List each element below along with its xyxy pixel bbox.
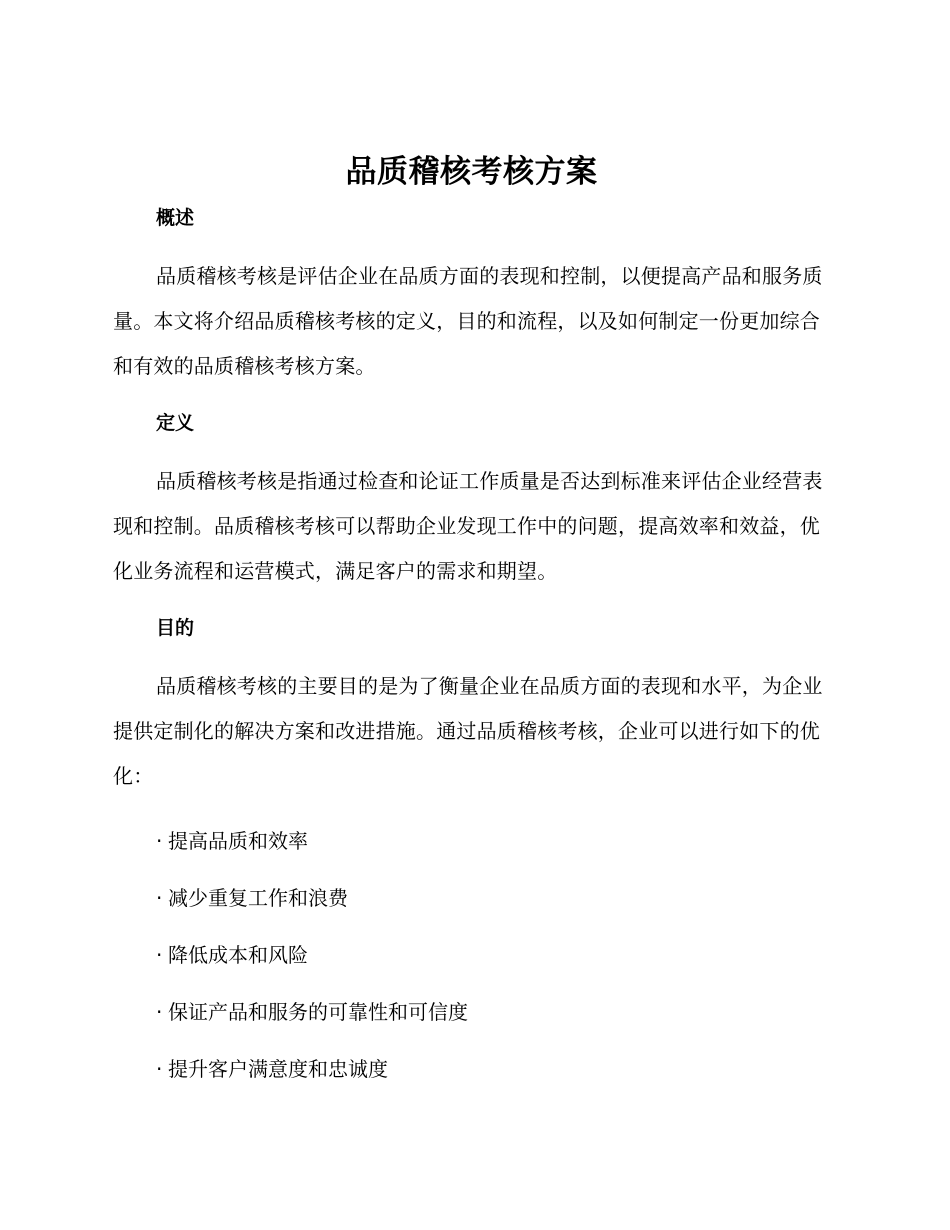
section-definition [113, 409, 830, 594]
list-item [113, 998, 830, 1026]
bullet-icon: · [156, 1000, 163, 1024]
section-purpose [113, 614, 830, 799]
section-overview [113, 204, 830, 389]
bullet-icon: · [156, 1057, 163, 1081]
list-item [113, 884, 830, 912]
list-item-text: 提高品质和效率 [168, 829, 308, 853]
section-heading-purpose: 目的 [156, 617, 195, 639]
section-paragraph-overview: 品质稽核考核是评估企业在品质方面的表现和控制，以便提高产品和服务质量。本文将介绍品质稽核考核的定义，目的和流程，以及如何制定一份更加综合和有效的品质稽核考核方案。 [113, 264, 823, 378]
bullet-icon: · [156, 829, 163, 853]
list-item [113, 1055, 830, 1083]
document-title: 品质稽核考核方案 [345, 154, 598, 190]
optimization-list [113, 827, 830, 1083]
bullet-icon: · [156, 886, 163, 910]
section-heading-definition: 定义 [156, 412, 195, 434]
section-paragraph-purpose: 品质稽核考核的主要目的是为了衡量企业在品质方面的表现和水平，为企业提供定制化的解决方案和改进措施。通过品质稽核考核，企业可以进行如下的优化： [113, 674, 823, 788]
list-item-text: 降低成本和风险 [168, 943, 308, 967]
list-item-text: 保证产品和服务的可靠性和可信度 [168, 1000, 468, 1024]
list-item-text: 减少重复工作和浪费 [168, 886, 348, 910]
section-heading-overview: 概述 [156, 207, 195, 229]
list-item [113, 941, 830, 969]
section-paragraph-definition: 品质稽核考核是指通过检查和论证工作质量是否达到标准来评估企业经营表现和控制。品质稽核考核可以帮助企业发现工作中的问题，提高效率和效益，优化业务流程和运营模式，满足客户的需求和期望。 [113, 469, 823, 583]
list-item-text: 提升客户满意度和忠诚度 [168, 1057, 388, 1081]
bullet-icon: · [156, 943, 163, 967]
list-item [113, 827, 830, 855]
